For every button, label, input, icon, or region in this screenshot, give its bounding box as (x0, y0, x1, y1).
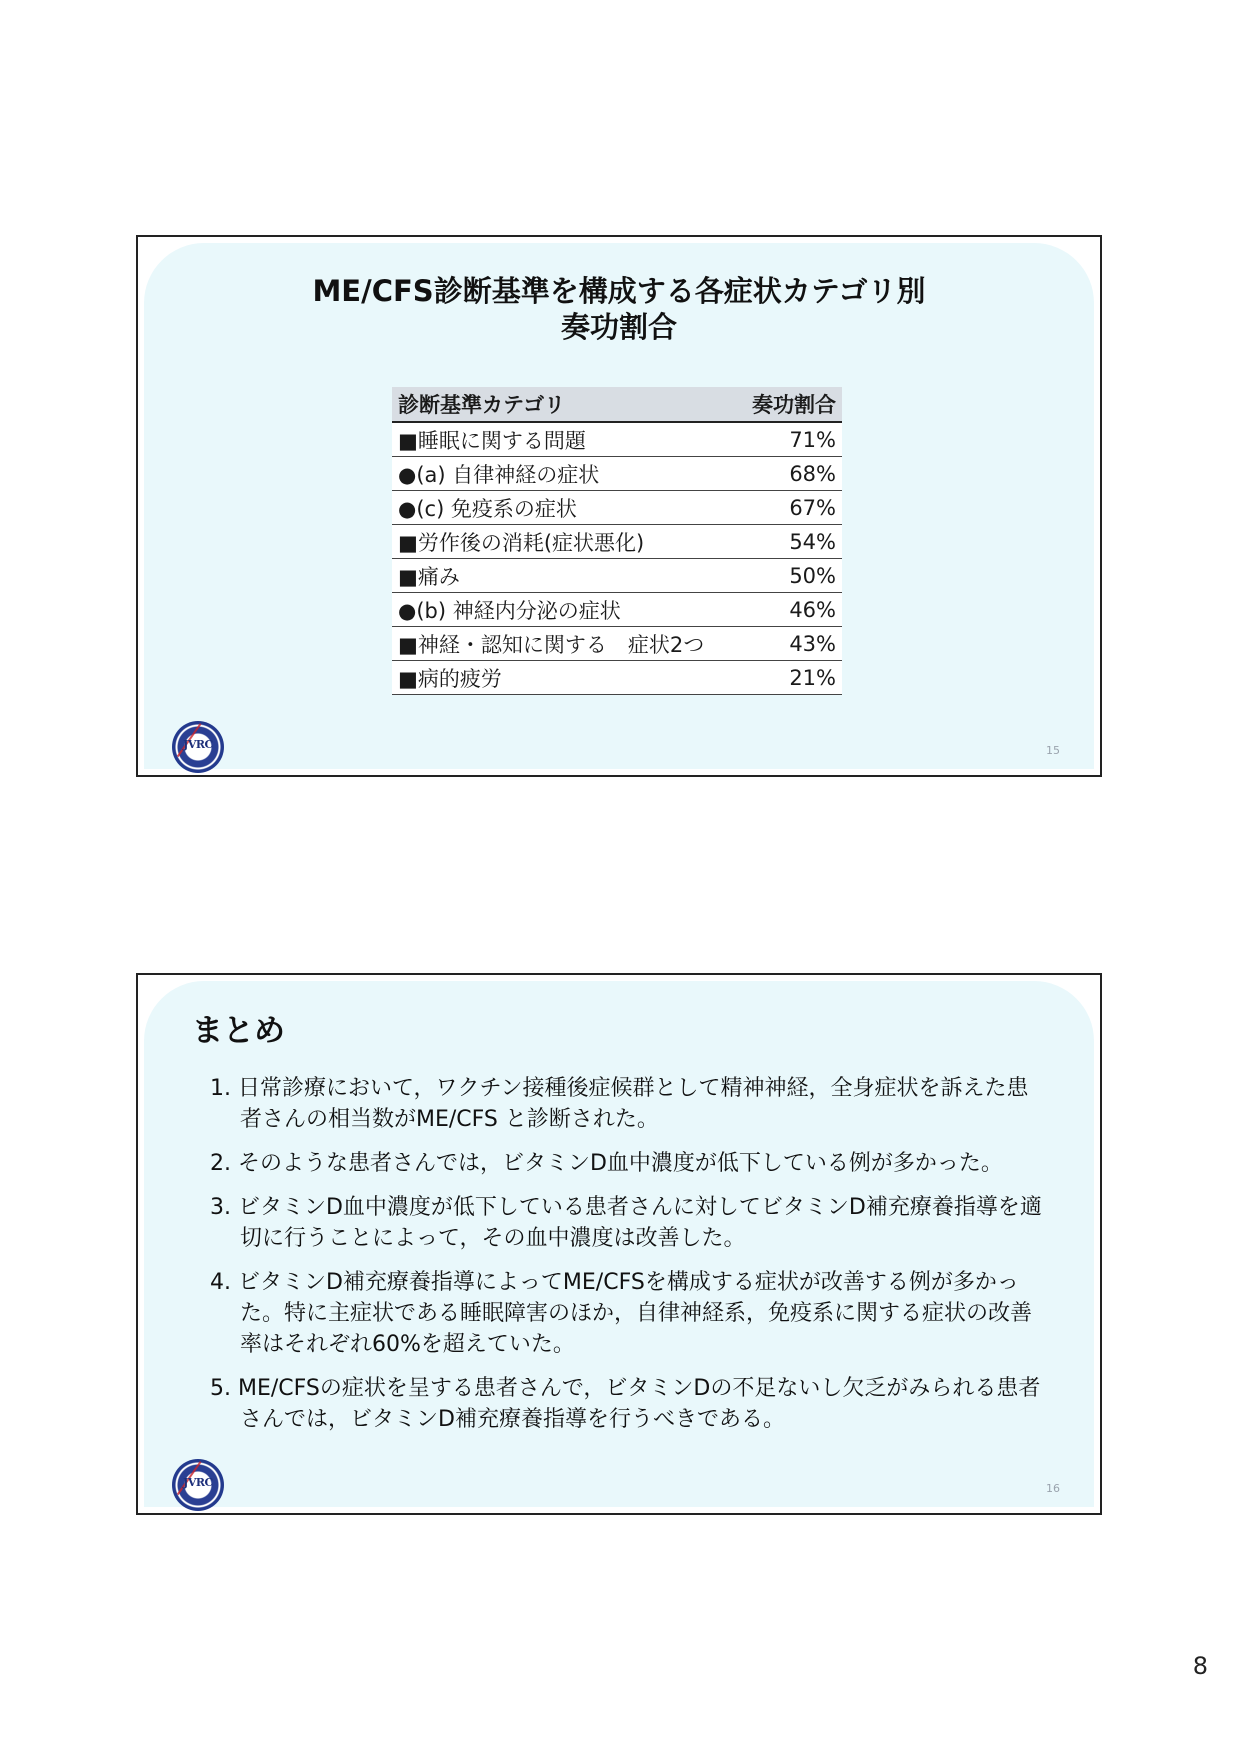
table-row (392, 627, 842, 661)
table-header-row (392, 387, 842, 422)
slide-number: 15 (1046, 744, 1060, 757)
list-item: 2. そのような患者さんでは，ビタミンD血中濃度が低下している例が多かった。 (210, 1151, 1003, 1176)
header-rate: 奏功割合 (738, 387, 842, 422)
category-cell: ■病的疲労 (392, 661, 738, 695)
rate-cell: 46% (738, 593, 842, 627)
jvrc-logo-icon (172, 1459, 224, 1511)
logo-text: JVRC (183, 1476, 213, 1489)
table-row (392, 525, 842, 559)
table-row (392, 661, 842, 695)
category-cell: ■労作後の消耗(症状悪化) (392, 525, 738, 559)
list-item: 3. ビタミンD血中濃度が低下している患者さんに対してビタミンD補充療養指導を適切に行うことによって，その血中濃度は改善した。 (210, 1195, 1042, 1251)
list-item: 1. 日常診療において，ワクチン接種後症候群として精神神経，全身症状を訴えた患者さんの相当数がME/CFS と診断された。 (210, 1076, 1029, 1132)
header-category: 診断基準カテゴリ (392, 387, 738, 422)
category-cell: ■睡眠に関する問題 (392, 422, 738, 457)
slide-title (138, 273, 1100, 345)
category-cell: ●(b) 神経内分泌の症状 (392, 593, 738, 627)
table-row (392, 422, 842, 457)
rate-cell: 67% (738, 491, 842, 525)
table-row (392, 491, 842, 525)
slide-15 (136, 235, 1102, 777)
table-row (392, 559, 842, 593)
jvrc-logo-icon (172, 721, 224, 773)
slide-title-line1: ME/CFS診断基準を構成する各症状カテゴリ別 (312, 274, 926, 308)
category-cell: ■痛み (392, 559, 738, 593)
slide-number: 16 (1046, 1482, 1060, 1495)
rate-cell: 54% (738, 525, 842, 559)
category-cell: ●(c) 免疫系の症状 (392, 491, 738, 525)
category-cell: ●(a) 自律神経の症状 (392, 457, 738, 491)
rate-cell: 50% (738, 559, 842, 593)
list-item: 4. ビタミンD補充療養指導によってME/CFSを構成する症状が改善する例が多かった。特に主症状である睡眠障害のほか，自律神経系，免疫系に関する症状の改善率はそれぞれ60%を超えていた。 (210, 1270, 1033, 1357)
summary-title: まとめ (192, 1013, 285, 1049)
page-number: 8 (1192, 1652, 1208, 1680)
rate-cell: 43% (738, 627, 842, 661)
rate-cell: 71% (738, 422, 842, 457)
table-row (392, 457, 842, 491)
category-cell: ■神経・認知に関する 症状2つ (392, 627, 738, 661)
list-item: 5. ME/CFSの症状を呈する患者さんで，ビタミンDの不足ないし欠乏がみられる患者さんでは，ビタミンD補充療養指導を行うべきである。 (210, 1376, 1041, 1432)
table-row (392, 593, 842, 627)
summary-list (210, 1073, 1050, 1448)
category-table (392, 387, 842, 695)
logo-text: JVRC (183, 738, 213, 751)
rate-cell: 68% (738, 457, 842, 491)
rate-cell: 21% (738, 661, 842, 695)
slide-title-line2: 奏功割合 (560, 310, 677, 344)
slide-16 (136, 973, 1102, 1515)
